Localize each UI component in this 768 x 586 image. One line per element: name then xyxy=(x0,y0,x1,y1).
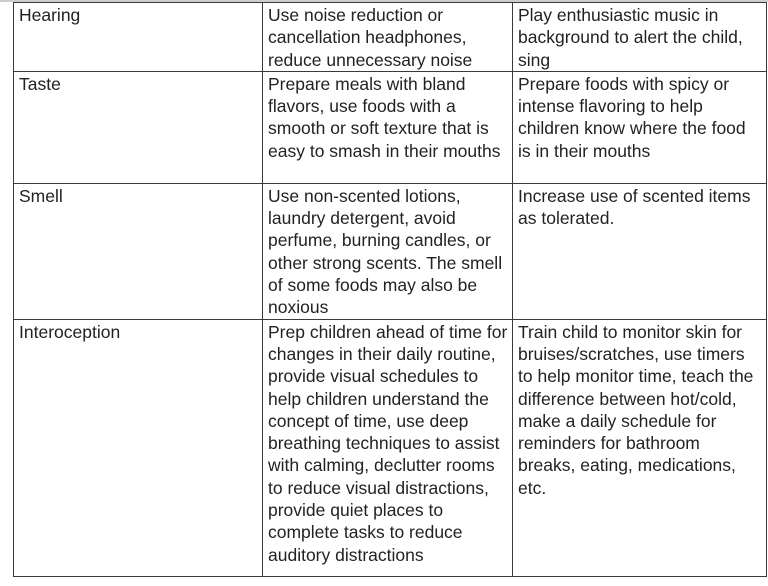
sense-cell xyxy=(14,183,263,319)
increase-strategy-cell xyxy=(513,183,767,319)
increase-strategy-cell xyxy=(513,3,767,72)
reduce-strategy-cell xyxy=(263,3,513,72)
sense-cell xyxy=(14,3,263,72)
increase-strategy-text: Prepare foods with spicy or intense flavoring to help children know where the food is in their mouths xyxy=(518,73,746,161)
sense-label: Taste xyxy=(19,73,61,94)
reduce-strategy-text: Prep children ahead of time for changes in their daily routine, provide visual schedules to help children understand the concept of time, use deep breathing techniques to assist with calming, declutter rooms to reduce visual distractions, provide quiet places to complete tasks to reduce auditory distractions xyxy=(268,321,508,565)
increase-strategy-cell xyxy=(513,71,767,183)
increase-strategy-cell xyxy=(513,319,767,576)
increase-strategy-text: Play enthusiastic music in background to alert the child, sing xyxy=(518,5,743,70)
sense-label: Hearing xyxy=(19,5,81,25)
sense-label: Smell xyxy=(19,185,63,206)
reduce-strategy-cell xyxy=(263,71,513,183)
reduce-strategy-text: Prepare meals with bland flavors, use foods with a smooth or soft texture that is easy to smash in their mouths xyxy=(268,73,501,161)
table-row-smell xyxy=(14,183,767,319)
sense-cell xyxy=(14,71,263,183)
sense-cell xyxy=(14,319,263,576)
reduce-strategy-text: Use noise reduction or cancellation headphones, reduce unnecessary noise xyxy=(268,5,473,70)
increase-strategy-text: Increase use of scented items as tolerated. xyxy=(518,185,751,229)
reduce-strategy-text: Use non-scented lotions, laundry detergent, avoid perfume, burning candles, or other strong scents. The smell of some foods may also be noxious xyxy=(268,185,503,318)
sensory-strategies-table xyxy=(13,2,767,577)
table-row-taste xyxy=(14,71,767,183)
sense-label: Interoception xyxy=(19,321,121,342)
increase-strategy-text: Train child to monitor skin for bruises/scratches, use timers to help monitor time, teach the difference between hot/cold, make a daily schedule for reminders for bathroom breaks, eating, medications, etc. xyxy=(518,321,754,498)
reduce-strategy-cell xyxy=(263,183,513,319)
table-row-interoception xyxy=(14,319,767,576)
table-row-hearing xyxy=(14,3,767,72)
reduce-strategy-cell xyxy=(263,319,513,576)
